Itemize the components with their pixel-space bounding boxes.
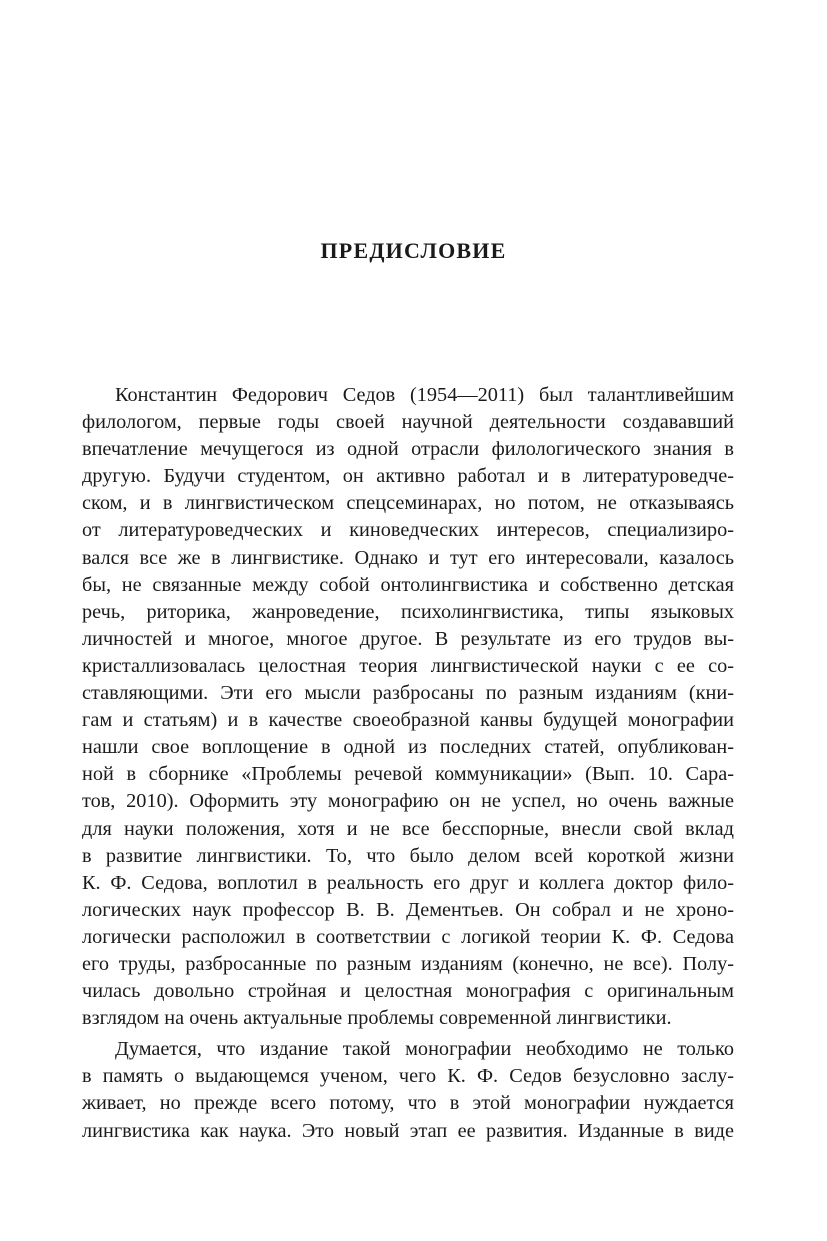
text-line: кристаллизовалась целостная теория лингвистической науки с ее со-	[82, 654, 734, 677]
text-line: филологом, первые годы своей научной деятельности создававший	[82, 411, 734, 434]
text-line: в память о выдающемся ученом, чего К. Ф. Седов безусловно заслу-	[82, 1065, 734, 1088]
text-line: бы, не связанные между собой онтолингвистика и собственно детская	[82, 573, 734, 596]
text-line: личностей и многое, многое другое. В результате из его трудов вы-	[82, 627, 734, 650]
paragraph-2	[82, 1036, 734, 1144]
body-text	[82, 382, 734, 1145]
text-line: К. Ф. Седова, воплотил в реальность его друг и коллега доктор фило-	[82, 871, 734, 894]
text-line: речь, риторика, жанроведение, психолингвистика, типы языковых	[82, 600, 734, 623]
text-line: Думается, что издание такой монографии необходимо не только	[115, 1038, 734, 1061]
text-line: ной в сборнике «Проблемы речевой коммуникации» (Вып. 10. Сара-	[82, 763, 734, 786]
text-line: тов, 2010). Оформить эту монографию он не успел, но очень важные	[82, 790, 734, 813]
text-line: чилась довольно стройная и целостная монография с оригинальным	[82, 980, 734, 1003]
paragraph-1	[82, 382, 734, 1032]
page-title: ПРЕДИСЛОВИЕ	[320, 238, 507, 263]
text-line: лингвистика как наука. Это новый этап ее развития. Изданные в виде	[82, 1119, 734, 1142]
text-line: другую. Будучи студентом, он активно работал и в литературоведче-	[82, 465, 734, 488]
text-line: ском, и в лингвистическом спецсеминарах, но потом, не отказываясь	[82, 492, 734, 515]
text-line: живает, но прежде всего потому, что в этой монографии нуждается	[82, 1092, 734, 1115]
text-line: логически расположил в соответствии с логикой теории К. Ф. Седова	[82, 925, 734, 948]
text-line: ставляющими. Эти его мысли разбросаны по разным изданиям (кни-	[82, 682, 734, 705]
text-line: для науки положения, хотя и не все бесспорные, внесли свой вклад	[82, 817, 734, 840]
text-line: его труды, разбросанные по разным изданиям (конечно, не все). Полу-	[82, 952, 734, 975]
text-line: взглядом на очень актуальные проблемы современной лингвистики.	[82, 1007, 672, 1030]
text-line: логических наук профессор В. В. Дементьев. Он собрал и не хроно-	[82, 898, 734, 921]
text-line: в развитие лингвистики. То, что было делом всей короткой жизни	[82, 844, 734, 867]
text-line: от литературоведческих и киноведческих интересов, специализиро-	[82, 519, 734, 542]
text-line: гам и статьям) и в качестве своеобразной канвы будущей монографии	[82, 709, 734, 732]
text-line: Константин Федорович Седов (1954—2011) был талантливейшим	[115, 384, 734, 406]
text-line: нашли свое воплощение в одной из последних статей, опубликован-	[82, 736, 734, 759]
text-line: впечатление мечущегося из одной отрасли филологического знания в	[82, 438, 734, 461]
text-line: вался все же в лингвистике. Однако и тут его интересовали, казалось	[82, 546, 734, 569]
